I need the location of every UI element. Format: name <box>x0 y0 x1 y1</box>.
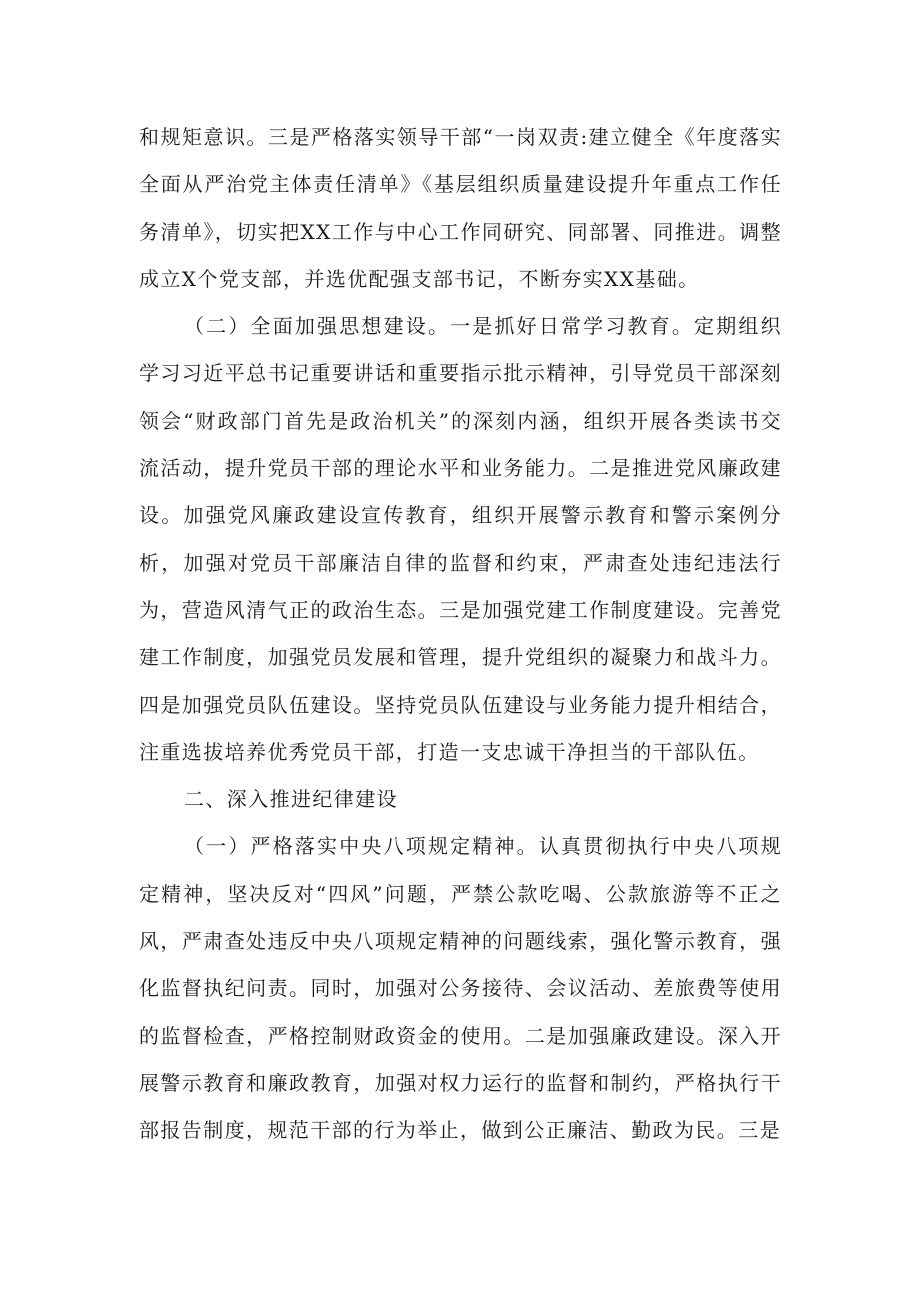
paragraph-eight-rules: （一）严格落实中央八项规定精神。认真贯彻执行中央八项规定精神，坚决反对“四风”问题，严禁公款吃喝、公款旅游等不正之风，严肃查处违反中央八项规定精神的问题线索，强化警示教育，强化监督执纪问责。同时，加强对公务接待、会议活动、差旅费等使用的监督检查，严格控制财政资金的使用。二是加强廉政建设。深入开展警示教育和廉政教育，加强对权力运行的监督和制约，严格执行干部报告制度，规范干部的行为举止，做到公正廉洁、勤政为民。三是 <box>139 834 782 1143</box>
paragraph-continued: 和规矩意识。三是严格落实领导干部“一岗双责:建立健全《年度落实全面从严治党主体责任清单》《基层组织质量建设提升年重点工作任务清单》，切实把XX工作与中心工作同研究、同部署、同推进。调整成立X个党支部，并选优配强支部书记，不断夯实XX基础。 <box>139 125 782 291</box>
section-heading-discipline: 二、深入推进纪律建设 <box>184 787 398 812</box>
document-body <box>139 114 782 1155</box>
paragraph-ideological-building: （二）全面加强思想建设。一是抓好日常学习教育。定期组织学习习近平总书记重要讲话和重要指示批示精神，引导党员干部深刻领会“财政部门首先是政治机关”的深刻内涵，组织开展各类读书交流活动，提升党员干部的理论水平和业务能力。二是推进党风廉政建设。加强党风廉政建设宣传教育，组织开展警示教育和警示案例分析，加强对党员干部廉洁自律的监督和约束，严肃查处违纪违法行为，营造风清气正的政治生态。三是加强党建工作制度建设。完善党建工作制度，加强党员发展和管理，提升党组织的凝聚力和战斗力。四是加强党员队伍建设。坚持党员队伍建设与业务能力提升相结合，注重选拔培养优秀党员干部，打造一支忠诚干净担当的干部队伍。 <box>139 314 782 764</box>
